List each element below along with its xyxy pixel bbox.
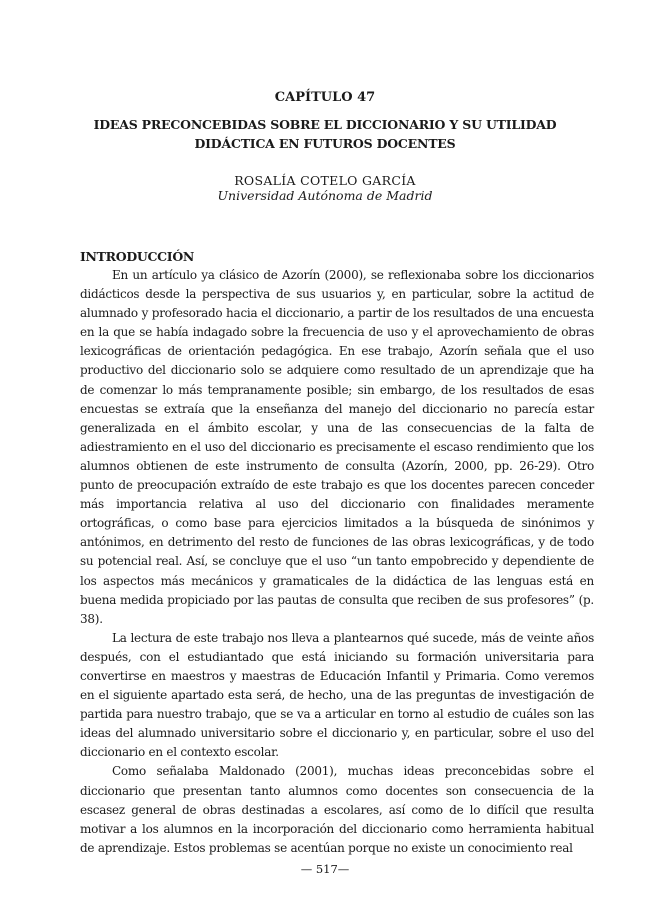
- section-heading: INTRODUCCIÓN: [80, 249, 195, 264]
- chapter-label: CAPÍTULO 47: [274, 90, 376, 105]
- page-number: — 517—: [300, 862, 350, 876]
- chapter-title: IDEAS PRECONCEBIDAS SOBRE EL DICCIONARIO Y SU UTILIDAD DIDÁCTICA EN FUTUROS DOCENTES: [93, 117, 557, 151]
- author-name: ROSALÍA COTELO GARCÍA: [234, 173, 416, 188]
- paragraph: Como señalaba Maldonado (2001), muchas ideas preconcebidas sobre el diccionario que presentan tanto alumnos como docentes son consecuencia de la escasez general de obras destinadas a escolares, así como de lo difícil que resulta motivar a los alumnos en la incorporación del diccionario como herramienta habitual de aprendizaje. Estos problemas se acentúan porque no existe un conocimiento real: [80, 764, 594, 855]
- body-text: [80, 266, 594, 858]
- paragraph: La lectura de este trabajo nos lleva a plantearnos qué sucede, más de veinte años después, con el estudiantado que está iniciando su formación universitaria para convertirse en maestros y maestras de Educación Infantil y Primaria. Como veremos en el siguiente apartado esta será, de hecho, una de las preguntas de investigación de partida para nuestro trabajo, que se va a articular en torno al estudio de cuáles son las ideas del alumnado universitario sobre el diccionario y, en particular, sobre el uso del diccionario en el contexto escolar.: [80, 630, 594, 760]
- author-affiliation: Universidad Autónoma de Madrid: [217, 188, 433, 203]
- paragraph: En un artículo ya clásico de Azorín (2000), se reflexionaba sobre los diccionarios didácticos desde la perspectiva de sus usuarios y, en particular, sobre la actitud de alumnado y profesorado hacia el diccionario, a partir de los resultados de una encuesta en la que se había indagado sobre la frecuencia de uso y el aprovechamiento de obras lexicográficas de orientación pedagógica. En ese trabajo, Azorín señala que el uso productivo del diccionario solo se adquiere como resultado de un aprendizaje que ha de comenzar lo más tempranamente posible; sin embargo, de los resultados de esas encuestas se extraía que la enseñanza del manejo del diccionario no parecía estar generalizada en el ámbito escolar, y una de las consecuencias de la falta de adiestramiento en el uso del diccionario es precisamente el escaso rendimiento que los alumnos obtienen de este instrumento de consulta (Azorín, 2000, pp. 26-29). Otro punto de preocupación extraído de este trabajo es que los docentes parecen conceder más importancia relativa al uso del diccionario con finalidades meramente ortográficas, o como base para ejercicios limitados a la búsqueda de sinónimos y antónimos, en detrimento del resto de funciones de las obras lexicográficas, y de todo su potencial real. Así, se concluye que el uso “un tanto empobrecido y dependiente de los aspectos más mecánicos y gramaticales de la didáctica de las lenguas está en buena medida propiciado por las pautas de consulta que reciben de sus profesores” (p. 38).: [80, 268, 594, 626]
